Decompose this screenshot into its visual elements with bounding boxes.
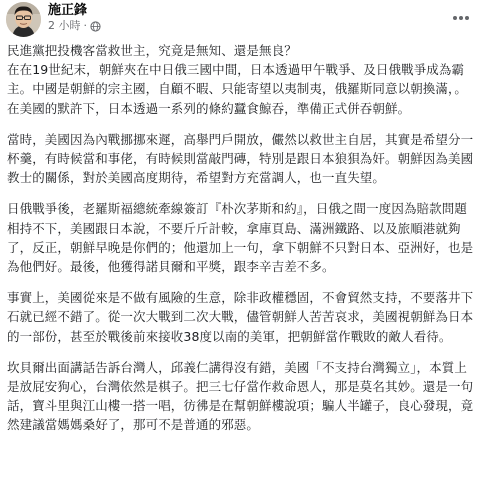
post-paragraph: 民進黨把投機客當救世主，究竟是無知、還是無良？ 在在19世紀末，朝鮮夾在中日俄三國中間，日本透過甲午戰爭、及日俄戰爭成為霸主。中國是朝鮮的宗主國，自顧不暇、只能寄望以夷制夷，俄羅斯同意以朝換滿，。在美國的默許下，日本透過一系列的條約蠶食鯨吞，準備正式併吞朝鮮。 [7, 43, 467, 116]
post-author-name[interactable]: 施正鋒 [48, 3, 88, 18]
post-paragraph: 當時，美國因為內戰挪挪來遲，高舉門戶開放，儼然以救世主自居，其實是希望分一杯羹，有時候當和事佬，有時候則當敲門磚，特別是跟日本狼狽為奸。朝鮮因為美國教士的關係，對於美國高度期待，希望對方充當調人，也一直失望。 [7, 131, 474, 186]
post-body [7, 41, 475, 447]
avatar-image [6, 2, 41, 37]
post-paragraph: 坎貝爾出面講話告訴台灣人，邱義仁講得沒有錯，美國「不支持台灣獨立」，本質上是放屁安狗心，台灣依然是棋子。把三七仔當作救命恩人，那是莫名其妙。還是一句話，寶斗里與江山樓一搭一唱，彷彿是在幫朝鮮樓說項；騙人半罐子，良心發現，竟然建議當媽媽桑好了，那可不是普通的邪惡。 [7, 359, 474, 433]
post-timestamp[interactable]: 2 小時 [48, 19, 81, 32]
post-meta [48, 19, 101, 33]
post-paragraph: 日俄戰爭後，老羅斯福總統牽線簽訂『朴次茅斯和約』，日俄之間一度因為賠款問題相持不下，美國跟日本說，不要斤斤計較，拿庫頁島、滿洲鐵路、以及旅順港就夠了，反正，朝鮮早晚是你們的；他還加上一句，拿下朝鮮不只對日本、亞洲好，也是為他們好。最後，他獲得諾貝爾和平獎，跟李辛吉差不多。 [7, 201, 474, 275]
meta-separator: · [83, 19, 87, 32]
post-header [0, 0, 482, 38]
globe-icon[interactable] [90, 21, 101, 32]
avatar[interactable] [6, 2, 41, 37]
more-options-button[interactable] [448, 2, 474, 28]
post-paragraph: 事實上，美國從來是不做有風險的生意，除非政權穩固，不會貿然支持，不要落井下石就已經不錯了。從一次大戰到二次大戰，儘管朝鮮人苦苦哀求，美國視朝鮮為日本的一部份，甚至於戰後前來接收38度以南的美軍，把朝鮮當作戰敗的敵人看待。 [7, 290, 474, 344]
more-dots-icon [452, 6, 470, 25]
